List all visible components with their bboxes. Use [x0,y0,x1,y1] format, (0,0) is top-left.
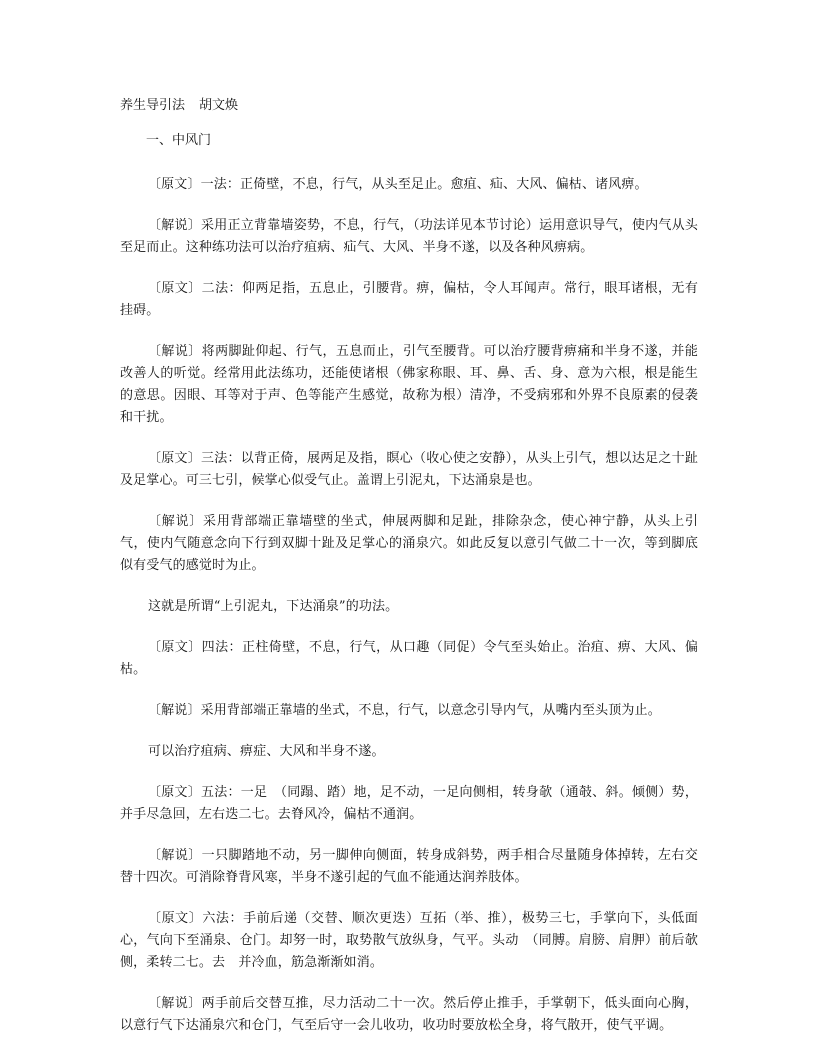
document-title-line [120,97,698,115]
paragraph-1: 〔原文〕一法：正倚壁，不息，行气，从头至足止。愈疽、疝、大风、偏枯、诸风痹。 [148,177,648,192]
paragraph-5: 〔原文〕三法：以背正倚，展两足及指，瞑心（收心使之安静），从头上引气，想以达足之十趾及足掌心。可三七引，候掌心似受气止。盖谓上引泥丸，下达涌泉是也。 [120,451,698,488]
section-heading: 一、中风门 [146,133,212,148]
paragraph-3: 〔原文〕二法：仰两足指，五息止，引腰背。痹，偏枯，令人耳闻声。常行，眼耳诸根，无有挂碍。 [120,281,698,318]
paragraph-14: 〔解说〕两手前后交替互推，尽力活动二十一次。然后停止推手，手掌朝下，低头面向心胸，以意行气下达涌泉穴和仓门，气至后守一会儿收功，收功时要放松全身，将气散开，使气平调。 [120,996,698,1033]
paragraph-8: 〔原文〕四法：正柱倚壁，不息，行气，从口趣（同促）令气至头始止。治疽、痹、大风、偏枯。 [120,640,698,677]
paragraph-2: 〔解说〕采用正立背靠墙姿势，不息，行气，（功法详见本节讨论）运用意识导气，使内气从头至足而止。这种练功法可以治疗疽病、疝气、大风、半身不遂，以及各种风痹病。 [120,218,698,255]
paragraph-13: 〔原文〕六法：手前后递（交替、顺次更迭）互拓（举、推），极势三七，手掌向下，头低面心，气向下至涌泉、仓门。却努一时，取势散气放纵身，气平。头动 （同膊。肩膀、肩胛）前后欹侧，柔转二七。去 并冷血，筋急渐渐如消。 [120,911,698,970]
paragraph-4: 〔解说〕将两脚趾仰起、行气，五息而止，引气至腰背。可以治疗腰背痹痛和半身不遂，并能改善人的听觉。经常用此法练功，还能使诸根（佛家称眼、耳、鼻、舌、身、意为六根，根是能生的意思。因眼、耳等对于声、色等能产生感觉，故称为根）清净，不受病邪和外界不良原素的侵袭和干扰。 [120,344,698,425]
paragraph-10: 可以治疗疽病、痹症、大风和半身不遂。 [148,744,385,759]
document-author: 胡文焕 [199,98,239,113]
document-title: 养生导引法 [120,98,186,113]
paragraph-6: 〔解说〕采用背部端正靠墙壁的坐式，伸展两脚和足趾，排除杂念，使心神宁静，从头上引气，使内气随意念向下行到双脚十趾及足掌心的涌泉穴。如此反复以意引气做二十一次，等到脚底似有受气的感觉时为止。 [120,514,698,573]
paragraph-9: 〔解说〕采用背部端正靠墙的坐式，不息，行气，以意念引导内气，从嘴内至头顶为止。 [148,703,661,718]
paragraph-11: 〔原文〕五法：一足 （同蹋、踏）地，足不动，一足向侧相，转身欹（通攲、斜。倾侧）势，并手尽急回，左右迭二七。去脊风冷，偏枯不通润。 [120,785,698,822]
paragraph-12: 〔解说〕一只脚踏地不动，另一脚伸向侧面，转身成斜势，两手相合尽量随身体掉转，左右交替十四次。可消除脊背风寒，半身不遂引起的气血不能通达润养肢体。 [120,848,698,885]
paragraph-7: 这就是所谓“上引泥丸，下达涌泉”的功法。 [148,599,399,614]
document-body [120,97,698,1056]
